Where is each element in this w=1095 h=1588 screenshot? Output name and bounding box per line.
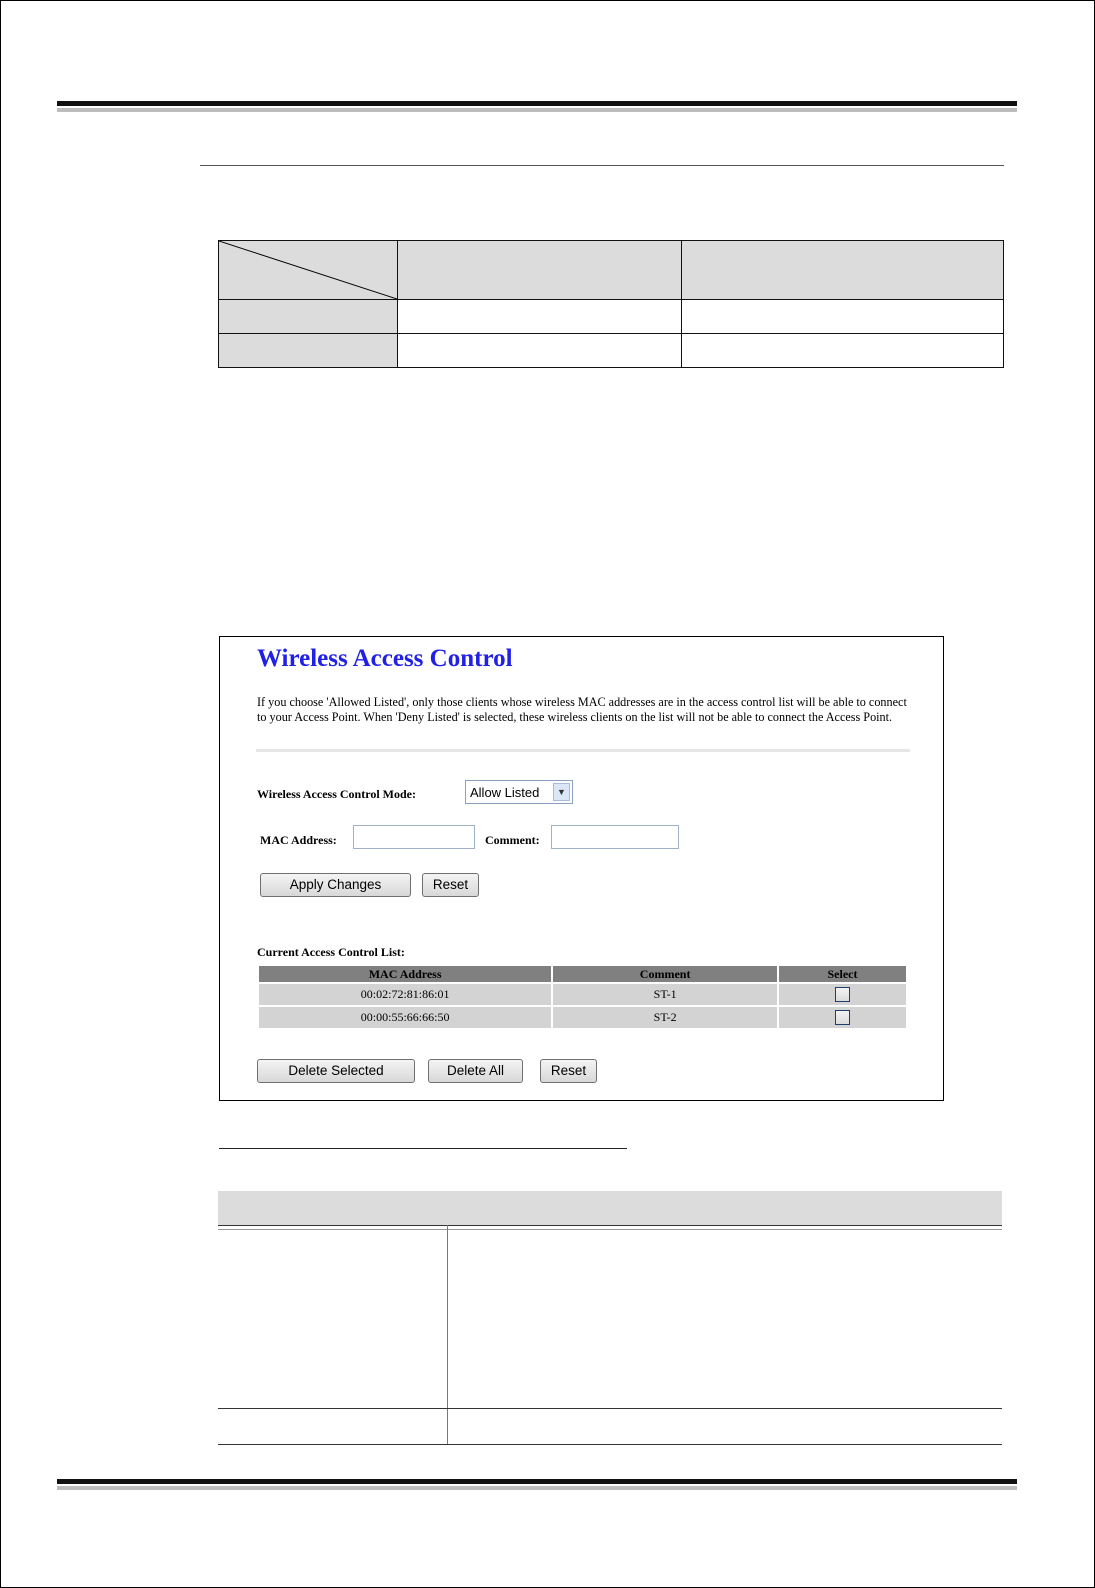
page-title: Wireless Access Control: [257, 645, 513, 672]
select-checkbox[interactable]: [835, 987, 850, 1002]
header-rule: [57, 101, 1017, 106]
section-rule: [200, 165, 1004, 166]
comment-cell: ST-2: [553, 1007, 777, 1028]
delete-selected-button[interactable]: Delete Selected: [257, 1059, 415, 1083]
mode-select-value: Allow Listed: [470, 785, 540, 800]
table-header-cell: [682, 241, 1004, 300]
table-cell: [682, 334, 1004, 368]
bottom-table-header: [218, 1191, 1002, 1225]
table-cell: [398, 334, 682, 368]
bottom-table-rule: [218, 1229, 1002, 1230]
table-row: [259, 1007, 906, 1028]
mac-cell: 00:02:72:81:86:01: [259, 984, 551, 1005]
divider: [256, 749, 910, 752]
reset-list-button[interactable]: Reset: [540, 1059, 597, 1083]
select-checkbox[interactable]: [835, 1010, 850, 1025]
description-text: If you choose 'Allowed Listed', only those clients whose wireless MAC addresses are in the access control list will be able to connect to your Access Point. When 'Deny Listed' is selected, these wireless clients on the list will not be able to connect the Access Point.: [257, 695, 907, 724]
table-header-cell: [398, 241, 682, 300]
table-row: [259, 984, 906, 1005]
wireless-access-control-screenshot: [219, 636, 944, 1101]
bottom-table-divider: [447, 1225, 448, 1445]
table-cell: [398, 300, 682, 334]
comment-input[interactable]: [551, 825, 679, 849]
bottom-table-rule: [218, 1408, 1002, 1409]
comparison-table: [218, 240, 1004, 368]
reset-button[interactable]: Reset: [422, 873, 479, 897]
table-corner-cell: [219, 241, 398, 300]
delete-all-button[interactable]: Delete All: [428, 1059, 523, 1083]
acl-table: [257, 964, 908, 1030]
table-row-header: [219, 334, 398, 368]
acl-title: Current Access Control List:: [257, 945, 405, 959]
bottom-table-rule: [218, 1444, 1002, 1445]
chevron-down-icon[interactable]: ▼: [553, 783, 570, 801]
table-cell: [682, 300, 1004, 334]
column-header-comment: Comment: [553, 966, 777, 982]
apply-changes-button[interactable]: Apply Changes: [260, 873, 411, 897]
comment-cell: ST-1: [553, 984, 777, 1005]
diagonal-line: [219, 241, 397, 299]
mac-address-label: MAC Address:: [260, 833, 337, 847]
mode-select[interactable]: [465, 780, 573, 804]
select-cell: [779, 984, 906, 1005]
caption-underline: [219, 1148, 627, 1149]
footer-rule: [57, 1479, 1017, 1484]
mac-address-input[interactable]: [353, 825, 475, 849]
table-row-header: [219, 300, 398, 334]
select-cell: [779, 1007, 906, 1028]
column-header-mac: MAC Address: [259, 966, 551, 982]
mode-label: Wireless Access Control Mode:: [257, 787, 416, 801]
column-header-select: Select: [779, 966, 906, 982]
bottom-table-rule: [218, 1225, 1002, 1226]
mac-cell: 00:00:55:66:66:50: [259, 1007, 551, 1028]
comment-label: Comment:: [485, 833, 540, 847]
